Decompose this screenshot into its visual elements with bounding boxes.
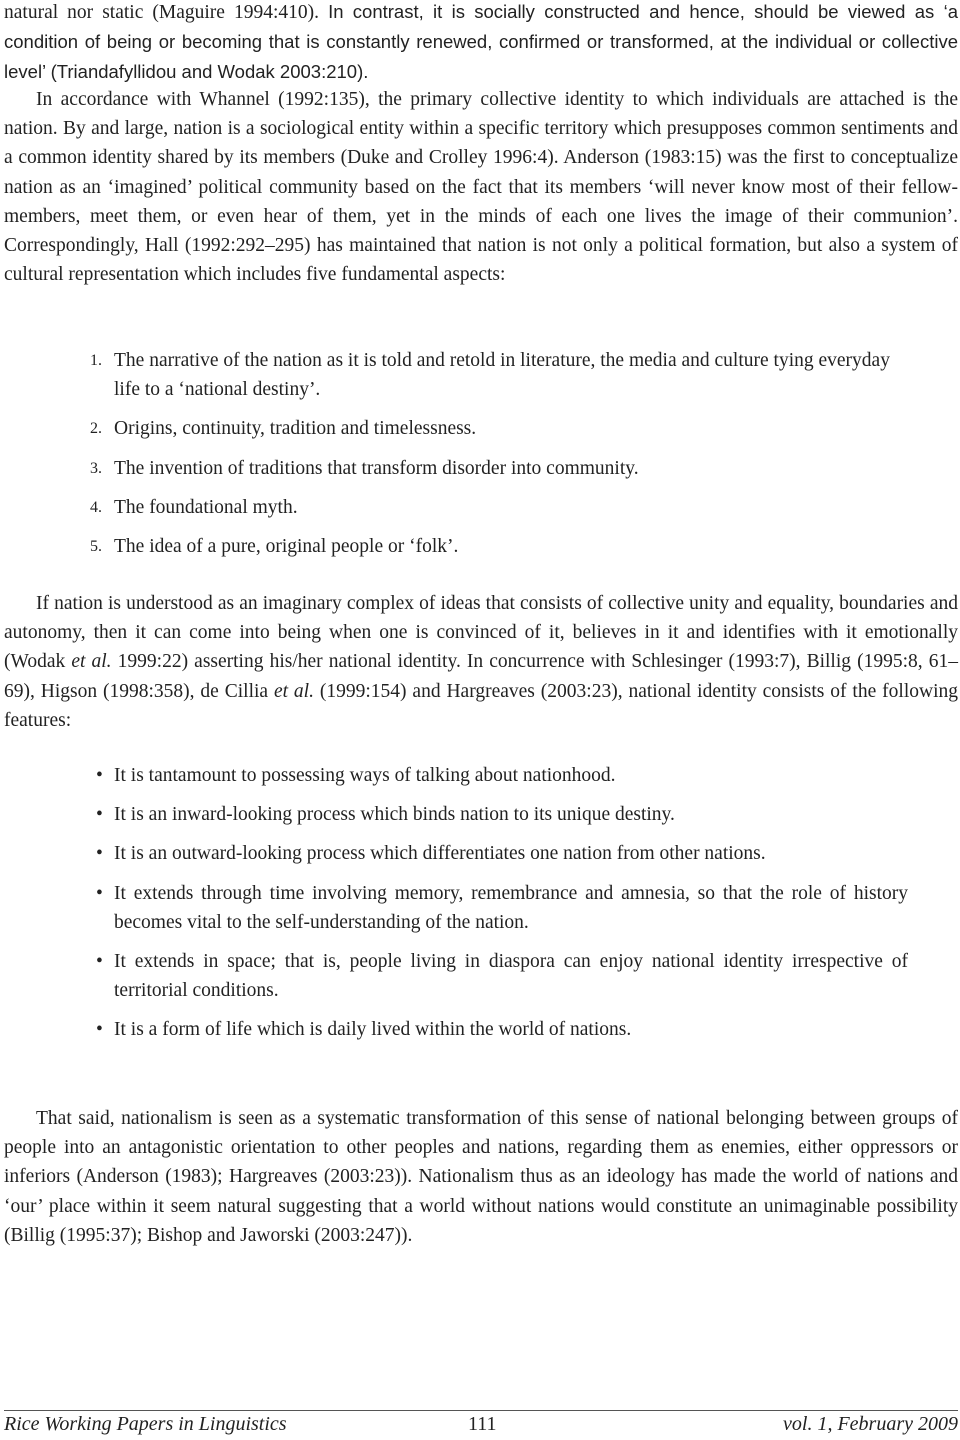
list-item-number: 1. [90, 352, 102, 369]
list-item [4, 454, 958, 483]
list-item-number: 5. [90, 538, 102, 556]
paragraph-sans-text: In contrast, it is socially constructed and hence, should be viewed as ‘a condition of being or becoming that is constantly renewed, confirmed or transformed, at the individual or collective level’ (Triandafyllidou and Wodak 2003:210). [4, 1, 958, 83]
list-item-text: It is a form of life which is daily lived within the world of nations. [114, 1019, 632, 1041]
paragraph-text: (1999:154) and Hargreaves (2003:23), national identity consists of the following features: [4, 680, 958, 731]
bullet-marker: • [96, 951, 103, 973]
list-item [4, 839, 958, 868]
list-item-text: It is tantamount to possessing ways of talking about nationhood. [114, 765, 616, 786]
numbered-list-aspects [4, 346, 958, 561]
bullet-marker: • [96, 765, 103, 786]
citation-et-al: et al. [273, 680, 314, 702]
list-item [4, 947, 958, 1005]
footer-rule [4, 1410, 958, 1411]
list-item-text: It extends in space; that is, people living in diaspora can enjoy national identity irrespective of territorial conditions. [114, 951, 908, 1002]
paragraph-continuation [4, 0, 958, 88]
bulleted-list-features [4, 761, 958, 1045]
paragraph-nation-identity: In accordance with Whannel (1992:135), the primary collective identity to which individuals are attached is the nation. By and large, nation is a sociological entity within a specific territory which presupposes common sentiments and a common identity shared by its members (Duke and Crolley 1996:4). Anderson (1983:15) was the first to conceptualize nation as an ‘imagined’ political community based on the fact that its members ‘will never know most of their fellow-members, meet them, or even hear of them, yet in the minds of each one lives the image of their communion’. Correspondingly, Hall (1992:292–295) has maintained that nation is not only a political formation, but also a system of cultural representation which includes five fundamental aspects: [4, 89, 958, 286]
list-item [4, 800, 958, 829]
bullet-marker: • [96, 1019, 103, 1041]
list-item-text: It is an outward-looking process which differentiates one nation from other nations. [114, 843, 766, 865]
list-item [4, 879, 958, 937]
list-item [4, 346, 958, 404]
list-item [4, 493, 958, 522]
paragraph-text: 1999:22) asserting his/her national identity. In concurrence with Schlesinger (1993:7), Billig (1995:8, 61–69), Higson (1998:358), de Cillia [4, 651, 958, 702]
citation-et-al: et al. [71, 651, 112, 673]
list-item-text: The idea of a pure, original people or ‘folk’. [114, 536, 459, 558]
paragraph-lead-text: natural nor static (Maguire 1994:410). [4, 2, 329, 23]
list-item-number: 4. [90, 498, 102, 516]
bullet-marker: • [96, 882, 103, 904]
list-item [4, 414, 958, 443]
list-item-number: 3. [90, 459, 102, 477]
list-item [4, 761, 958, 790]
bullet-marker: • [96, 804, 103, 826]
list-item-text: The foundational myth. [114, 496, 298, 518]
list-item-text: The narrative of the nation as it is told and retold in literature, the media and culture tying everyday life to a ‘national destiny’. [114, 350, 890, 401]
list-item-text: It extends through time involving memory, remembrance and amnesia, so that the role of history becomes vital to the self-understanding of the nation. [114, 882, 908, 933]
list-item [4, 1015, 958, 1044]
footer-issue-info: vol. 1, February 2009 [783, 1413, 958, 1435]
paragraph-nationalism: That said, nationalism is seen as a systematic transformation of this sense of national belonging between groups of people into an antagonistic orientation to other peoples and nations, regarding them as enemies, either oppressors or inferiors (Anderson (1983); Hargreaves (2003:23)). Nationalism thus as an ideology has made the world of nations and ‘our’ place within it seem natural suggesting that a world without nations would constitute an unimaginable possibility (Billig (1995:37); Bishop and Jaworski (2003:247)). [4, 1108, 958, 1246]
list-item-number: 2. [90, 420, 102, 438]
list-item-text: The invention of traditions that transform disorder into community. [114, 457, 639, 479]
paragraph-national-identity-features [4, 589, 958, 735]
list-item-text: Origins, continuity, tradition and timelessness. [114, 418, 477, 440]
bullet-marker: • [96, 843, 103, 865]
list-item-text: It is an inward-looking process which binds nation to its unique destiny. [114, 804, 675, 826]
list-item [4, 532, 958, 561]
footer-journal-title: Rice Working Papers in Linguistics [4, 1413, 287, 1435]
paragraph-text: If nation is understood as an imaginary complex of ideas that consists of collective unity and equality, boundaries and autonomy, then it can come into being when one is convinced of it, believes in it and identifies with it emotionally (Wodak [4, 593, 958, 673]
footer-page-number: 111 [468, 1413, 497, 1435]
page-footer [4, 1410, 958, 1440]
